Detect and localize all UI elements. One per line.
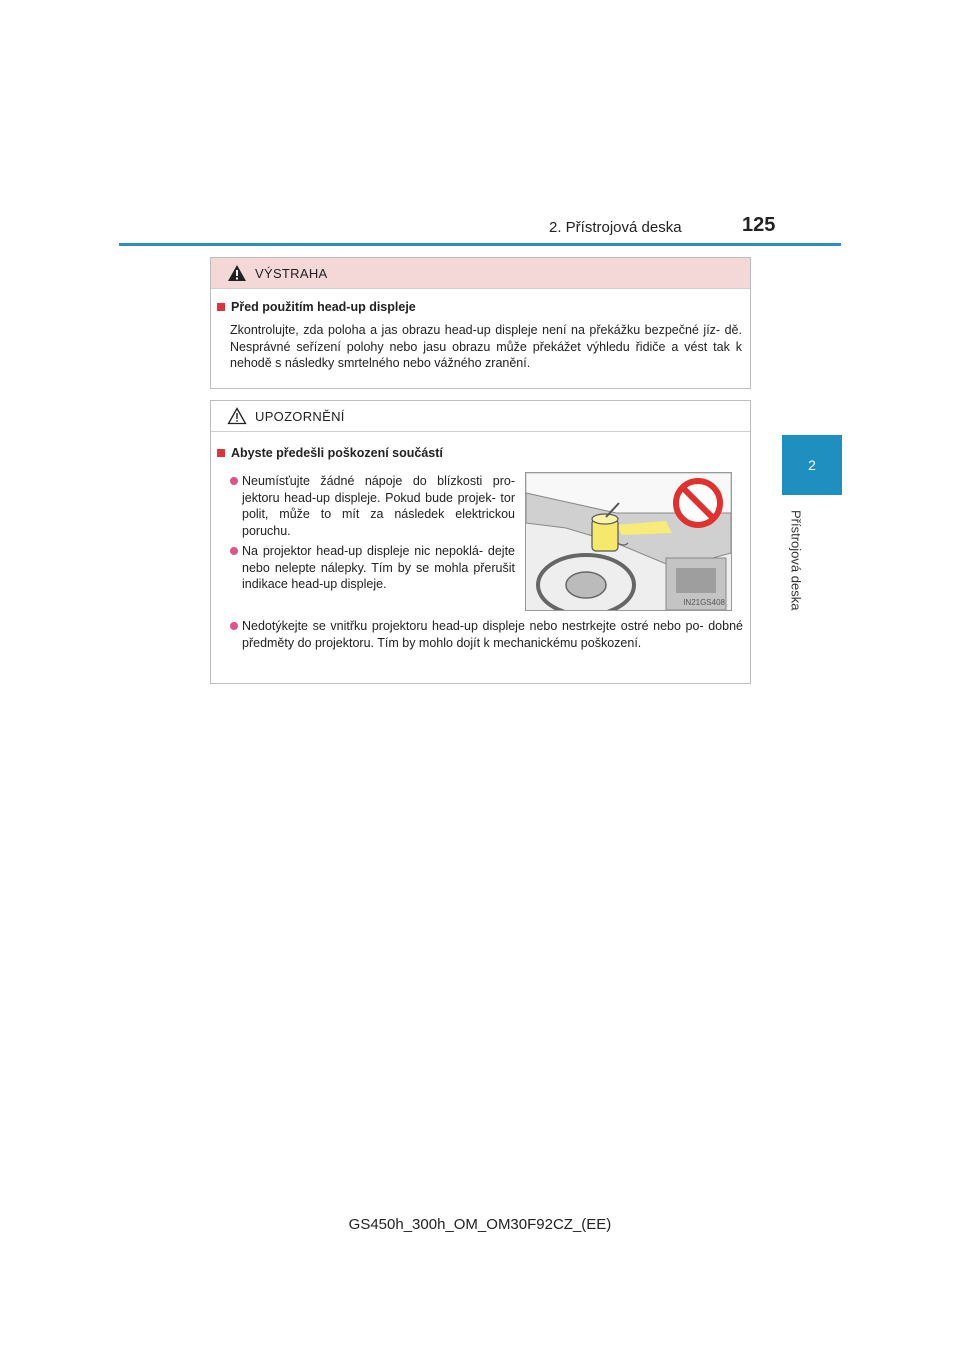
caution-bullet-1: Neumísťujte žádné nápoje do blízkosti pro- jektoru head-up displeje. Pokud bude projek- tor polit, může to mít za následek elektrickou poruchu.	[242, 473, 515, 539]
warning-text: Zkontrolujte, zda poloha a jas obrazu head-up displeje není na překážku bezpečné jíz- dě. Nesprávné seřízení polohy nebo jasu obrazu může překážet výhledu řidiče a vést tak k nehodě s následky smrtelného nebo vážného zranění.	[230, 323, 742, 370]
page-number: 125	[742, 214, 776, 236]
chapter-label: Přístrojová deska	[788, 510, 804, 611]
caution-subheading-text: Abyste předešli poškození součástí	[231, 446, 443, 460]
bullet-dot-icon	[230, 622, 238, 630]
chapter-tab[interactable]	[782, 435, 842, 495]
caution-bullet-3: Nedotýkejte se vnitřku projektoru head-up displeje nebo nestrkejte ostré nebo po- dobné předměty do projektoru. Tím by mohlo dojít k mechanickému poškození.	[242, 618, 743, 651]
caution-bullet-2: Na projektor head-up displeje nic nepoklá- dejte nebo nelepte nálepky. Tím by se mohla přerušit indikace head-up displeje.	[242, 543, 515, 593]
dashboard-cup-illustration	[526, 473, 731, 610]
warning-triangle-icon	[227, 264, 247, 282]
spill-warning-illustration	[525, 472, 732, 611]
section-title: 2. Přístrojová deska	[549, 219, 682, 236]
warning-box	[210, 257, 751, 389]
caution-triangle-icon	[227, 407, 247, 425]
square-bullet-icon	[217, 303, 225, 311]
document-code: GS450h_300h_OM_OM30F92CZ_(EE)	[348, 1216, 612, 1233]
bullet-dot-icon	[230, 477, 238, 485]
bullet-dot-icon	[230, 547, 238, 555]
caution-header	[211, 401, 750, 432]
warning-subheading-text: Před použitím head-up displeje	[231, 300, 416, 314]
warning-title: VÝSTRAHA	[255, 265, 328, 281]
illustration-code: IN21GS408	[683, 598, 725, 607]
caution-title: UPOZORNĚNÍ	[255, 408, 345, 424]
header-rule	[119, 243, 841, 246]
warning-subheading	[217, 300, 416, 314]
warning-header	[211, 258, 750, 289]
caution-subheading	[217, 446, 443, 460]
square-bullet-icon	[217, 449, 225, 457]
chapter-number: 2	[808, 457, 816, 473]
